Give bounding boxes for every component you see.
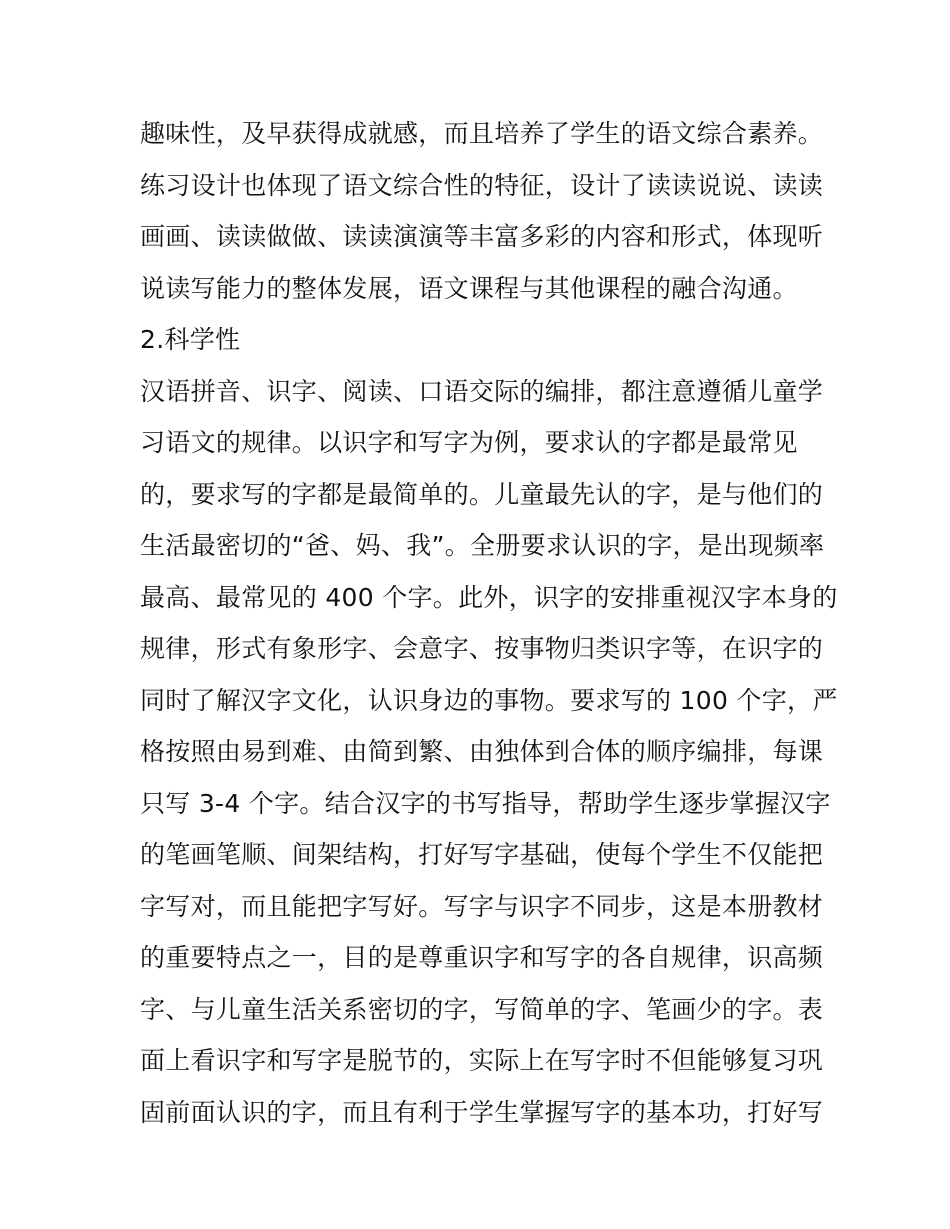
text-line: 最高、最常见的 400 个字。此外，识字的安排重视汉字本身的: [140, 582, 838, 612]
text-line: 面上看识字和写字是脱节的，实际上在写字时不但能够复习巩: [140, 1046, 824, 1075]
section-heading: 2.科学性: [140, 325, 241, 354]
text-line: 说读写能力的整体发展，语文课程与其他课程的融合沟通。: [140, 273, 798, 303]
text-line: 字写对，而且能把字写好。写字与识字不同步，这是本册教材: [140, 891, 824, 921]
text-line: 汉语拼音、识字、阅读、口语交际的编排，都注意遵循儿童学: [140, 376, 824, 406]
text-line: 的重要特点之一，目的是尊重识字和写字的各自规律，识高频: [140, 943, 824, 972]
text-line: 固前面认识的字，而且有利于学生掌握写字的基本功，打好写: [140, 1097, 824, 1127]
text-line: 习语文的规律。以识字和写字为例，要求认的字都是最常见: [140, 428, 798, 457]
body-text: [140, 108, 838, 1138]
text-line: 的笔画笔顺、间架结构，打好写字基础，使每个学生不仅能把: [140, 840, 824, 869]
text-line: 字、与儿童生活关系密切的字，写简单的字、笔画少的字。表: [140, 994, 824, 1024]
text-line: 同时了解汉字文化，认识身边的事物。要求写的 100 个字，严: [140, 685, 838, 715]
text-line: 画画、读读做做、读读演演等丰富多彩的内容和形式，体现听: [140, 222, 824, 251]
text-line: 规律，形式有象形字、会意字、按事物归类识字等，在识字的: [140, 634, 824, 663]
text-line: 只写 3-4 个字。结合汉字的书写指导，帮助学生逐步掌握汉字: [140, 788, 831, 818]
text-line: 生活最密切的“爸、妈、我”。全册要求认识的字，是出现频率: [140, 531, 825, 560]
text-line: 格按照由易到难、由简到繁、由独体到合体的顺序编排，每课: [140, 737, 824, 766]
text-line: 练习设计也体现了语文综合性的特征，设计了读读说说、读读: [140, 170, 824, 200]
text-line: 的，要求写的字都是最简单的。儿童最先认的字，是与他们的: [140, 479, 824, 509]
text-line: 趣味性，及早获得成就感，而且培养了学生的语文综合素养。: [140, 119, 824, 148]
